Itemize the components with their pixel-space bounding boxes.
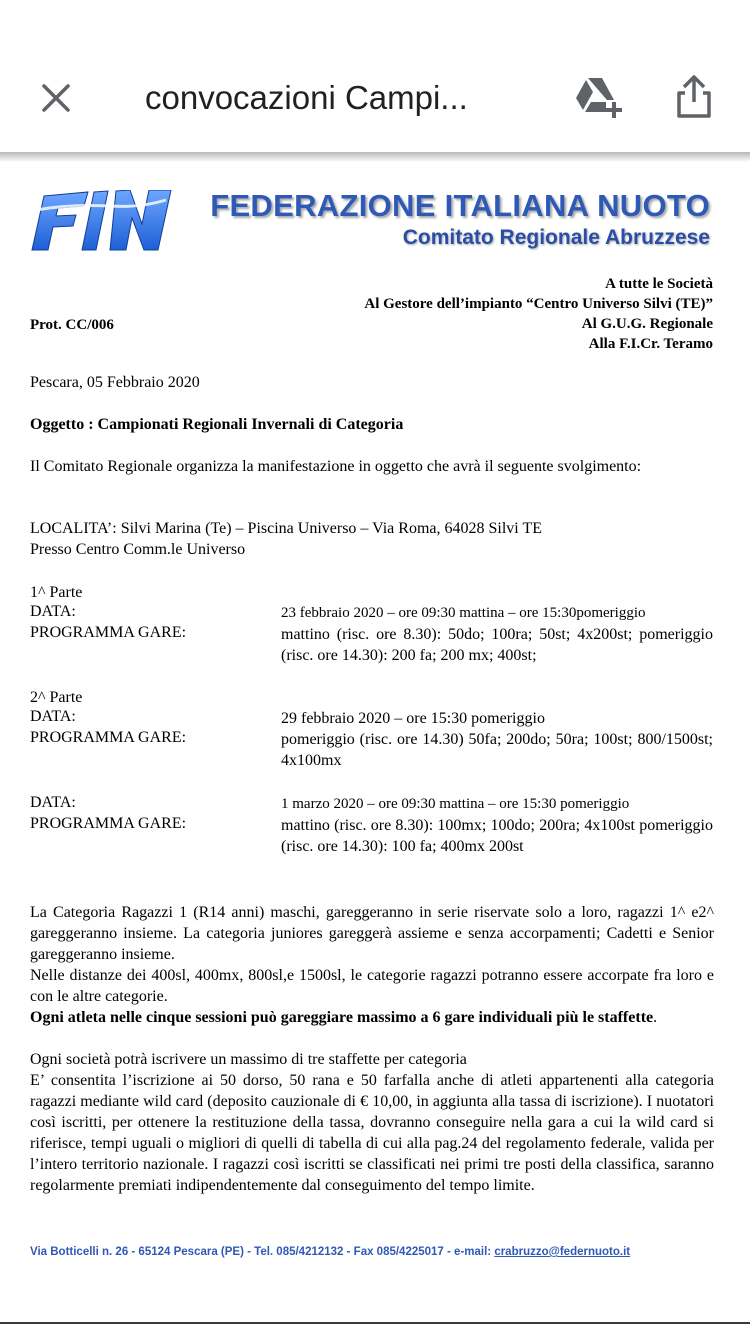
recipient-line: Alla F.I.Cr. Teramo <box>588 336 713 352</box>
location-line: Presso Centro Comm.le Universo <box>30 541 246 558</box>
protocol-number: Prot. CC/006 <box>30 317 114 333</box>
part-program: mattino (risc. ore 8.30): 50do; 100ra; 50st; 4x200st; pomeriggio (risc. ore 14.30): 200 fa; 200 mx; 400st; <box>281 626 713 664</box>
part-title: 1^ Parte <box>30 584 83 601</box>
part-program: mattino (risc. ore 8.30): 100mx; 100do; 200ra; 4x100st pomeriggio (risc. ore 14.30): 100 fa; 400mx 200st <box>281 817 713 855</box>
date-line: Pescara, 05 Febbraio 2020 <box>30 374 200 391</box>
part-date: 1 marzo 2020 – ore 09:30 mattina – ore 15:30 pomeriggio <box>281 796 630 812</box>
add-to-drive-icon[interactable] <box>574 74 624 118</box>
body-paragraph: E’ consentita l’iscrizione ai 50 dorso, 50 rana e 50 farfalla anche di atleti appartenenti alla categoria ragazzi mediante wild card (deposito cauzionale di € 10,00, in aggiunta alla tassa di iscrizione). I nuotatori così iscritti, per ottenere la restituzione della tassa, dovranno conseguire nella gara a cui la wild card si riferisce, tempi uguali o migliori di quelli di tabella di cui alla pag.24 del regolamento federale, valida per l’intero territorio nazionale. I ragazzi così iscritti se classificati nei primi tre posti della classifica, saranno regolarmente premiati indipendentemente dal conseguimento del tempo limite. <box>30 1072 714 1194</box>
rule-end: . <box>653 1009 658 1026</box>
fin-logo <box>30 190 172 256</box>
federation-name: FEDERAZIONE ITALIANA NUOTO <box>210 188 710 223</box>
date-label: DATA: <box>30 708 76 725</box>
body-paragraph: La Categoria Ragazzi 1 (R14 anni) maschi, gareggeranno in serie riservate solo a loro, ragazzi 1^ e2^ gareggeranno insieme. La categoria juniores gareggerà assieme e senza accorpamenti; Cadetti e Senior gareggeranno insieme. <box>30 904 714 963</box>
location-line: LOCALITA’: Silvi Marina (Te) – Piscina Universo – Via Roma, 64028 Silvi TE <box>30 520 542 537</box>
intro-paragraph: Il Comitato Regionale organizza la manifestazione in oggetto che avrà il seguente svolgimento: <box>30 458 642 475</box>
footer-contacts <box>30 1246 720 1258</box>
program-label: PROGRAMMA GARE: <box>30 815 187 832</box>
federation-subtitle: Comitato Regionale Abruzzese <box>402 226 710 249</box>
part-date: 29 febbraio 2020 – ore 15:30 pomeriggio <box>281 710 545 727</box>
body-paragraph: Nelle distanze dei 400sl, 400mx, 800sl,e 1500sl, le categorie ragazzi potranno essere accorpate fra loro e con le altre categorie. <box>30 967 714 1005</box>
bold-rule: Ogni atleta nelle cinque sessioni può gareggiare massimo a 6 gare individuali più le staffette <box>30 1009 654 1026</box>
rule-paragraph <box>30 1007 714 1028</box>
recipient-line: Al Gestore dell’impianto “Centro Universo Silvi (TE)” <box>364 296 713 312</box>
date-label: DATA: <box>30 603 76 620</box>
body-paragraph: Ogni società potrà iscrivere un massimo di tre staffette per categoria <box>30 1051 467 1068</box>
recipient-line: Al G.U.G. Regionale <box>581 316 713 332</box>
toolbar-shadow <box>0 152 750 162</box>
part-title: 2^ Parte <box>30 689 83 706</box>
share-icon[interactable] <box>670 72 718 120</box>
part-date: 23 febbraio 2020 – ore 09:30 mattina – ore 15:30pomeriggio <box>281 605 646 621</box>
page-bottom-border <box>0 1322 750 1324</box>
document-page[interactable] <box>0 162 750 1322</box>
recipient-line: A tutte le Società <box>605 276 713 292</box>
footer-email-link[interactable]: crabruzzo@federnuoto.it <box>494 1246 631 1258</box>
program-label: PROGRAMMA GARE: <box>30 729 187 746</box>
date-label: DATA: <box>30 794 76 811</box>
document-title: convocazioni Campi... <box>145 79 468 116</box>
subject-line: Oggetto : Campionati Regionali Invernali di Categoria <box>30 416 404 433</box>
part-program: pomeriggio (risc. ore 14.30) 50fa; 200do; 50ra; 100st; 800/1500st; 4x100mx <box>281 731 713 769</box>
close-icon[interactable] <box>34 76 78 120</box>
viewer-toolbar <box>0 0 750 152</box>
footer-address: Via Botticelli n. 26 - 65124 Pescara (PE) - Tel. 085/4212132 - Fax 085/4225017 - e-mail: <box>30 1246 495 1258</box>
program-label: PROGRAMMA GARE: <box>30 624 187 641</box>
